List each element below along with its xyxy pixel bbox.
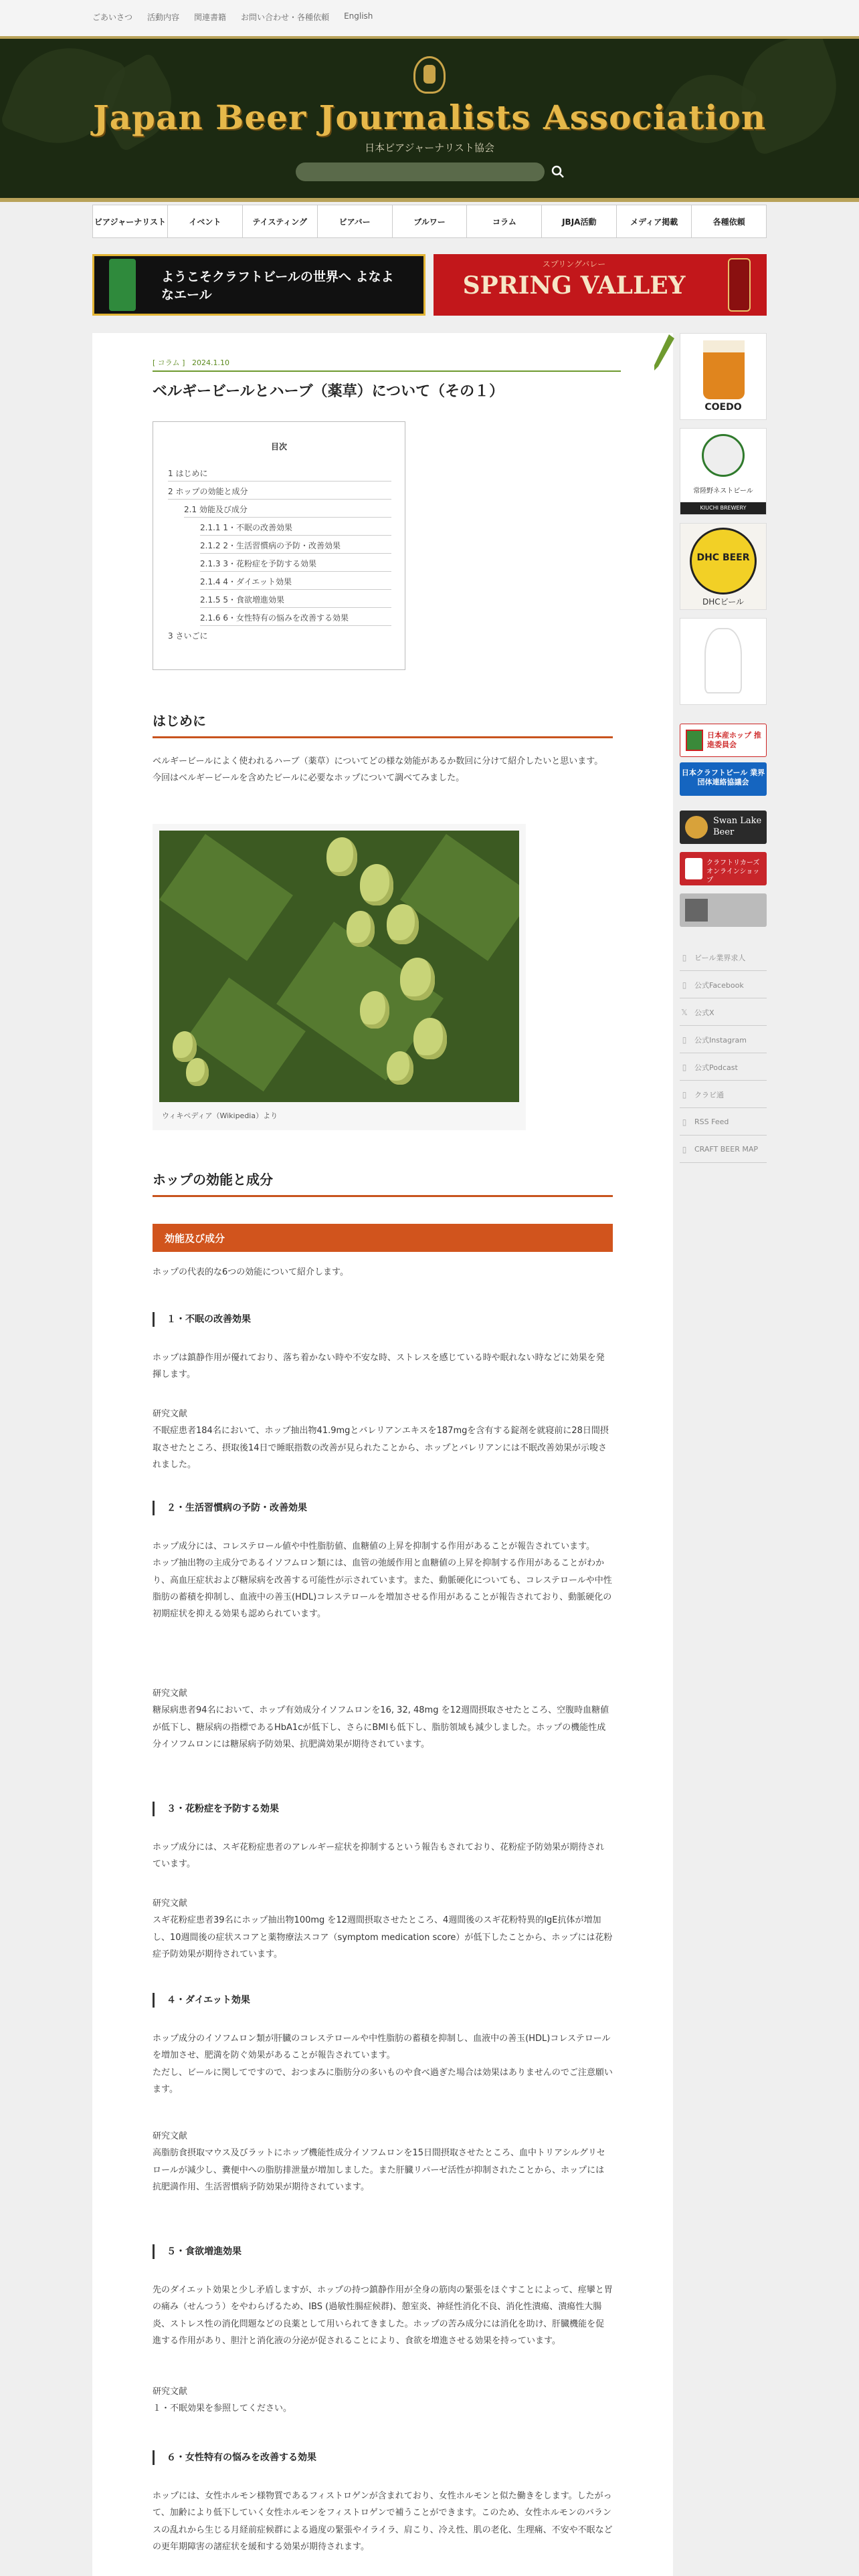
toc-item[interactable]: 1 はじめに bbox=[168, 467, 391, 481]
nav-item-requests[interactable]: 各種依頼 bbox=[712, 217, 745, 227]
swan-lake-badge[interactable] bbox=[680, 811, 767, 844]
section-heading-6: ６・女性特有の悩みを改善する効果 bbox=[153, 2450, 613, 2465]
site-title[interactable]: Japan Beer Journalists Association bbox=[92, 98, 767, 137]
utility-link-english[interactable]: English bbox=[344, 11, 373, 21]
section-heading-1: １・不眠の改善効果 bbox=[153, 1312, 613, 1327]
beer-can-icon bbox=[109, 259, 136, 311]
link-label: 公式Podcast bbox=[694, 1063, 738, 1072]
yonayona-banner[interactable] bbox=[92, 254, 425, 316]
link-podcast[interactable] bbox=[680, 1054, 767, 1081]
intro-text: ベルギービールによく使われるハーブ（薬草）についてどの様な効能があるか数回に分けて紹介したいと思います。 今回はベルギービールを含めたビールに必要なホップについて調べてみました。 bbox=[153, 756, 603, 784]
coedo-label: COEDO bbox=[704, 402, 742, 413]
section-body-3: ホップ成分には、スギ花粉症患者のアレルギー症状を抑制するという報告もされており、花粉症予防効果が期待されています。 bbox=[153, 1842, 605, 1870]
facebook-icon: ▯ bbox=[682, 980, 687, 990]
yonayona-banner-text: ようこそクラフトビールの世界へ よなよなエール bbox=[161, 270, 394, 302]
section-body-5: 先のダイエット効果と少し矛盾しますが、ホップの持つ鎮静作用が全身の筋肉の緊張をほぐすことによって、痙攣と胃の痛み（せんつう）をやわらげるため、IBS (過敏性腸症候群)、憩室炎、神経性消化不良、消化性潰瘍、潰瘍性大腸炎、ストレス性の消化問題などの良薬として用いられてきました。ホップの苦み成分には消化を助け、肝臓機能を促進する作用があり、胆汁と消化液の分泌が促されることにより、食欲を増進させる効果を持っています。 bbox=[153, 2285, 613, 2347]
top-utility-bar bbox=[0, 0, 859, 36]
photo-caption: ウィキペディア（Wikipedia）より bbox=[162, 1111, 278, 1120]
spring-valley-logo: SPRING VALLEY bbox=[462, 272, 686, 300]
toc-item[interactable]: 2.1.1 1・不眠の改善効果 bbox=[200, 522, 391, 536]
link-craft-beer-map[interactable] bbox=[680, 1136, 767, 1163]
hop-photo bbox=[153, 824, 526, 1130]
nav-item-jbja[interactable]: JBJA活動 bbox=[542, 205, 617, 237]
section-body-4: ホップ成分のイソフムロン類が肝臓のコレステロールや中性脂肪の蓄積を抑制し、血液中の善玉(HDL)コレステロールを増加させ、肥満を防ぐ効果があることが報告されています。 ただし、ビールに関してですので、おつまみに脂肪分の多いものや食べ過ぎた場合は効果はありませんのでご注意願います。 bbox=[153, 2034, 613, 2095]
main-nav bbox=[92, 205, 767, 238]
toc-item[interactable]: 2.1.5 5・食欲増進効果 bbox=[200, 594, 391, 608]
table-of-contents bbox=[153, 421, 405, 670]
owl-icon bbox=[702, 434, 745, 477]
section-ref-3: 研究文献 スギ花粉症患者39名にホップ抽出物100mg を12週間摂取させたところ、4週間後のスギ花粉特異的IgE抗体が増加し、10週間後の症状スコアと薬物療法スコア（symptom medication score）が低下したことから、ホップには花粉症予防効果が期待されています。 bbox=[153, 1899, 613, 1960]
kiuchi-bar: KIUCHI BREWERY bbox=[680, 502, 766, 514]
link-x[interactable] bbox=[680, 999, 767, 1026]
effects-intro: ホップの代表的な6つの効能について紹介します。 bbox=[153, 1267, 349, 1277]
map-icon: ▯ bbox=[682, 1144, 687, 1154]
article-date: 2024.1.10 bbox=[191, 358, 229, 367]
utility-link-greeting[interactable]: ごあいさつ bbox=[92, 13, 133, 22]
toc-title: 目次 bbox=[270, 442, 287, 451]
meta-divider bbox=[153, 370, 621, 372]
toc-item[interactable]: 2.1.2 2・生活習慣病の予防・改善効果 bbox=[200, 540, 391, 554]
club-icon: ▯ bbox=[682, 1089, 687, 1099]
link-label: 公式X bbox=[694, 1008, 714, 1017]
craft-council-badge-text: 日本クラフトビール 業界団体連絡協議会 bbox=[681, 768, 765, 787]
beer-bottle-icon bbox=[728, 258, 751, 312]
nav-item-beer-bar[interactable]: ビアバー bbox=[318, 205, 393, 237]
x-icon: 𝕏 bbox=[681, 1007, 688, 1017]
utility-links bbox=[92, 11, 373, 23]
section-heading-2: ２・生活習慣病の予防・改善効果 bbox=[153, 1501, 613, 1515]
article-category[interactable]: [ コラム ] bbox=[153, 358, 185, 367]
nav-item-event[interactable]: イベント bbox=[168, 205, 243, 237]
japan-hop-badge-text: 日本産ホップ 推進委員会 bbox=[707, 731, 761, 750]
dhc-label: DHCビール bbox=[702, 597, 744, 607]
link-label: 公式Instagram bbox=[694, 1035, 747, 1045]
toc-item[interactable]: 2 ホップの効能と成分 bbox=[168, 486, 391, 500]
grey-badge[interactable] bbox=[680, 893, 767, 927]
link-label: ビール業界求人 bbox=[694, 953, 746, 962]
link-facebook[interactable] bbox=[680, 972, 767, 998]
dhc-ad[interactable] bbox=[680, 523, 767, 610]
hop-badge-icon bbox=[686, 730, 703, 751]
shop-icon bbox=[685, 858, 702, 879]
intro-heading: はじめに bbox=[153, 710, 613, 738]
person-icon: ▯ bbox=[682, 952, 687, 962]
link-rss[interactable] bbox=[680, 1109, 767, 1136]
section-body-6: ホップには、女性ホルモン様物質であるフィストロゲンが含まれており、女性ホルモンと似た働きをします。したがって、加齢により低下していく女性ホルモンをフィストロゲンで補うことができます。このため、女性ホルモンのバランスの乱れから生じる月経前症候群による過度の緊張やイライラ、肩こり、冷え性、肌の老化、生理痛、不安や不眠などの更年期障害の諸症状を緩和する効果が期待されます。 bbox=[153, 2491, 613, 2553]
rss-icon: ▯ bbox=[682, 1117, 687, 1127]
instagram-icon: ▯ bbox=[682, 1035, 687, 1045]
section-heading-5: ５・食欲増進効果 bbox=[153, 2244, 613, 2259]
nav-item-tasting[interactable]: テイスティング bbox=[243, 205, 318, 237]
section-body-1: ホップは鎮静作用が優れており、落ち着かない時や不安な時、ストレスを感じている時や眠れない時などに効果を発揮します。 bbox=[153, 1353, 605, 1380]
association-emblem-ad[interactable] bbox=[680, 618, 767, 705]
link-label: RSS Feed bbox=[694, 1117, 729, 1126]
article-title: ベルギービールとハーブ（薬草）について（その１） bbox=[153, 383, 504, 400]
link-label: クラビ通 bbox=[694, 1090, 724, 1099]
section-heading-3: ３・花粉症を予防する効果 bbox=[153, 1802, 613, 1816]
craft-council-badge[interactable] bbox=[680, 762, 767, 796]
coedo-ad[interactable] bbox=[680, 333, 767, 420]
section-ref-5: 研究文献 １・不眠効果を参照してください。 bbox=[153, 2387, 292, 2414]
emblem-icon bbox=[704, 628, 742, 693]
toc-item[interactable]: 3 さいごに bbox=[168, 631, 208, 641]
beer-glass-icon bbox=[703, 340, 745, 399]
badge-icon bbox=[685, 899, 708, 922]
toc-item[interactable]: 2.1.3 3・花粉症を予防する効果 bbox=[200, 558, 391, 572]
spring-valley-banner[interactable] bbox=[434, 254, 767, 316]
hop-heading: ホップの効能と成分 bbox=[153, 1169, 613, 1197]
nav-item-brewer[interactable]: ブルワー bbox=[393, 205, 468, 237]
toc-item[interactable]: 2.1 効能及び成分 bbox=[184, 504, 391, 518]
link-club[interactable] bbox=[680, 1081, 767, 1108]
nav-item-media[interactable]: メディア掲載 bbox=[617, 205, 692, 237]
search-input[interactable] bbox=[296, 163, 545, 181]
link-jobs[interactable] bbox=[680, 944, 767, 971]
section-ref-1: 研究文献 不眠症患者184名において、ホップ抽出物41.9mgとバレリアンエキスを187mgを含有する錠剤を就寝前に28日間摂取させたところ、摂取後14日で睡眠指数の改善が見られたことから、ホップとバレリアンには不眠改善効果が示唆されました。 bbox=[153, 1409, 609, 1471]
hop-plant-image bbox=[159, 831, 519, 1102]
site-header bbox=[0, 36, 859, 202]
effects-section-bar: 効能及び成分 bbox=[153, 1224, 613, 1252]
association-emblem-icon[interactable] bbox=[413, 56, 446, 94]
dhc-circle: DHC BEER bbox=[690, 528, 757, 595]
toc-item[interactable]: 2.1.6 6・女性特有の悩みを改善する効果 bbox=[200, 612, 391, 626]
swan-lake-badge-text: Swan Lake Beer bbox=[713, 816, 762, 837]
search-icon[interactable] bbox=[550, 164, 566, 180]
section-ref-4: 研究文献 高脂肪食摂取マウス及びラットにホップ機能性成分イソフムロンを15日間摂取させたところ、血中トリアシルグリセロールが減少し、糞便中への脂肪排泄量が増加しました。また肝臓リパーゼ活性が抑制されたことから、ホップには抗肥満作用、生活習慣病予防効果が期待されています。 bbox=[153, 2131, 605, 2193]
kiuchi-ad[interactable] bbox=[680, 428, 767, 515]
link-label: CRAFT BEER MAP bbox=[694, 1145, 758, 1154]
spring-valley-kana: スプリングバレー bbox=[542, 259, 606, 269]
utility-link-contact[interactable]: お問い合わせ・各種依頼 bbox=[241, 13, 330, 22]
podcast-icon: ▯ bbox=[682, 1062, 687, 1072]
site-subtitle: 日本ビアジャーナリスト協会 bbox=[365, 142, 494, 154]
nav-item-column[interactable]: コラム bbox=[467, 205, 542, 237]
article-main bbox=[92, 333, 673, 2576]
pen-nib-icon bbox=[649, 333, 676, 373]
section-ref-2: 研究文献 糖尿病患者94名において、ホップ有効成分イソフムロンを16, 32, 48mg を12週間摂取させたところ、空腹時血糖値が低下し、糖尿病の指標であるHbA1cが低下し、さらにBMIも低下し、脂肪領域も減少しました。ホップの機能性成分イソフムロンには糖尿病予防効果、抗肥満効果が期待されています。 bbox=[153, 1689, 609, 1750]
article-meta bbox=[153, 357, 229, 368]
japan-hop-badge[interactable] bbox=[680, 724, 767, 757]
utility-link-books[interactable]: 関連書籍 bbox=[194, 13, 227, 22]
section-heading-4: ４・ダイエット効果 bbox=[153, 1993, 613, 2008]
link-instagram[interactable] bbox=[680, 1027, 767, 1053]
craft-liquors-badge-text: クラフトリカーズ オンラインショップ bbox=[706, 859, 760, 884]
swan-lake-icon bbox=[685, 816, 708, 839]
toc-item[interactable]: 2.1.4 4・ダイエット効果 bbox=[200, 576, 391, 590]
craft-liquors-badge[interactable] bbox=[680, 852, 767, 885]
kiuchi-label: 常陸野ネストビール bbox=[693, 488, 753, 495]
nav-item-beer-journalist[interactable]: ビアジャーナリスト bbox=[93, 205, 168, 237]
link-label: 公式Facebook bbox=[694, 980, 744, 990]
utility-link-activities[interactable]: 活動内容 bbox=[147, 13, 180, 22]
section-body-2: ホップ成分には、コレステロール値や中性脂肪値、血糖値の上昇を抑制する作用があることが報告されています。 ホップ抽出物の主成分であるイソフムロン類には、血管の弛緩作用と血糖値の上昇を抑制する作用があることがわかり、高血圧症状および糖尿病を改善する可能性が示されています。また、動脈硬化についても、コレステロールや中性脂肪の蓄積を抑制し、血液中の善玉(HDL)コレステロールを増加させる作用があることが報告されており、動脈硬化の初期症状を抑える効果も認められています。 bbox=[153, 1541, 612, 1620]
